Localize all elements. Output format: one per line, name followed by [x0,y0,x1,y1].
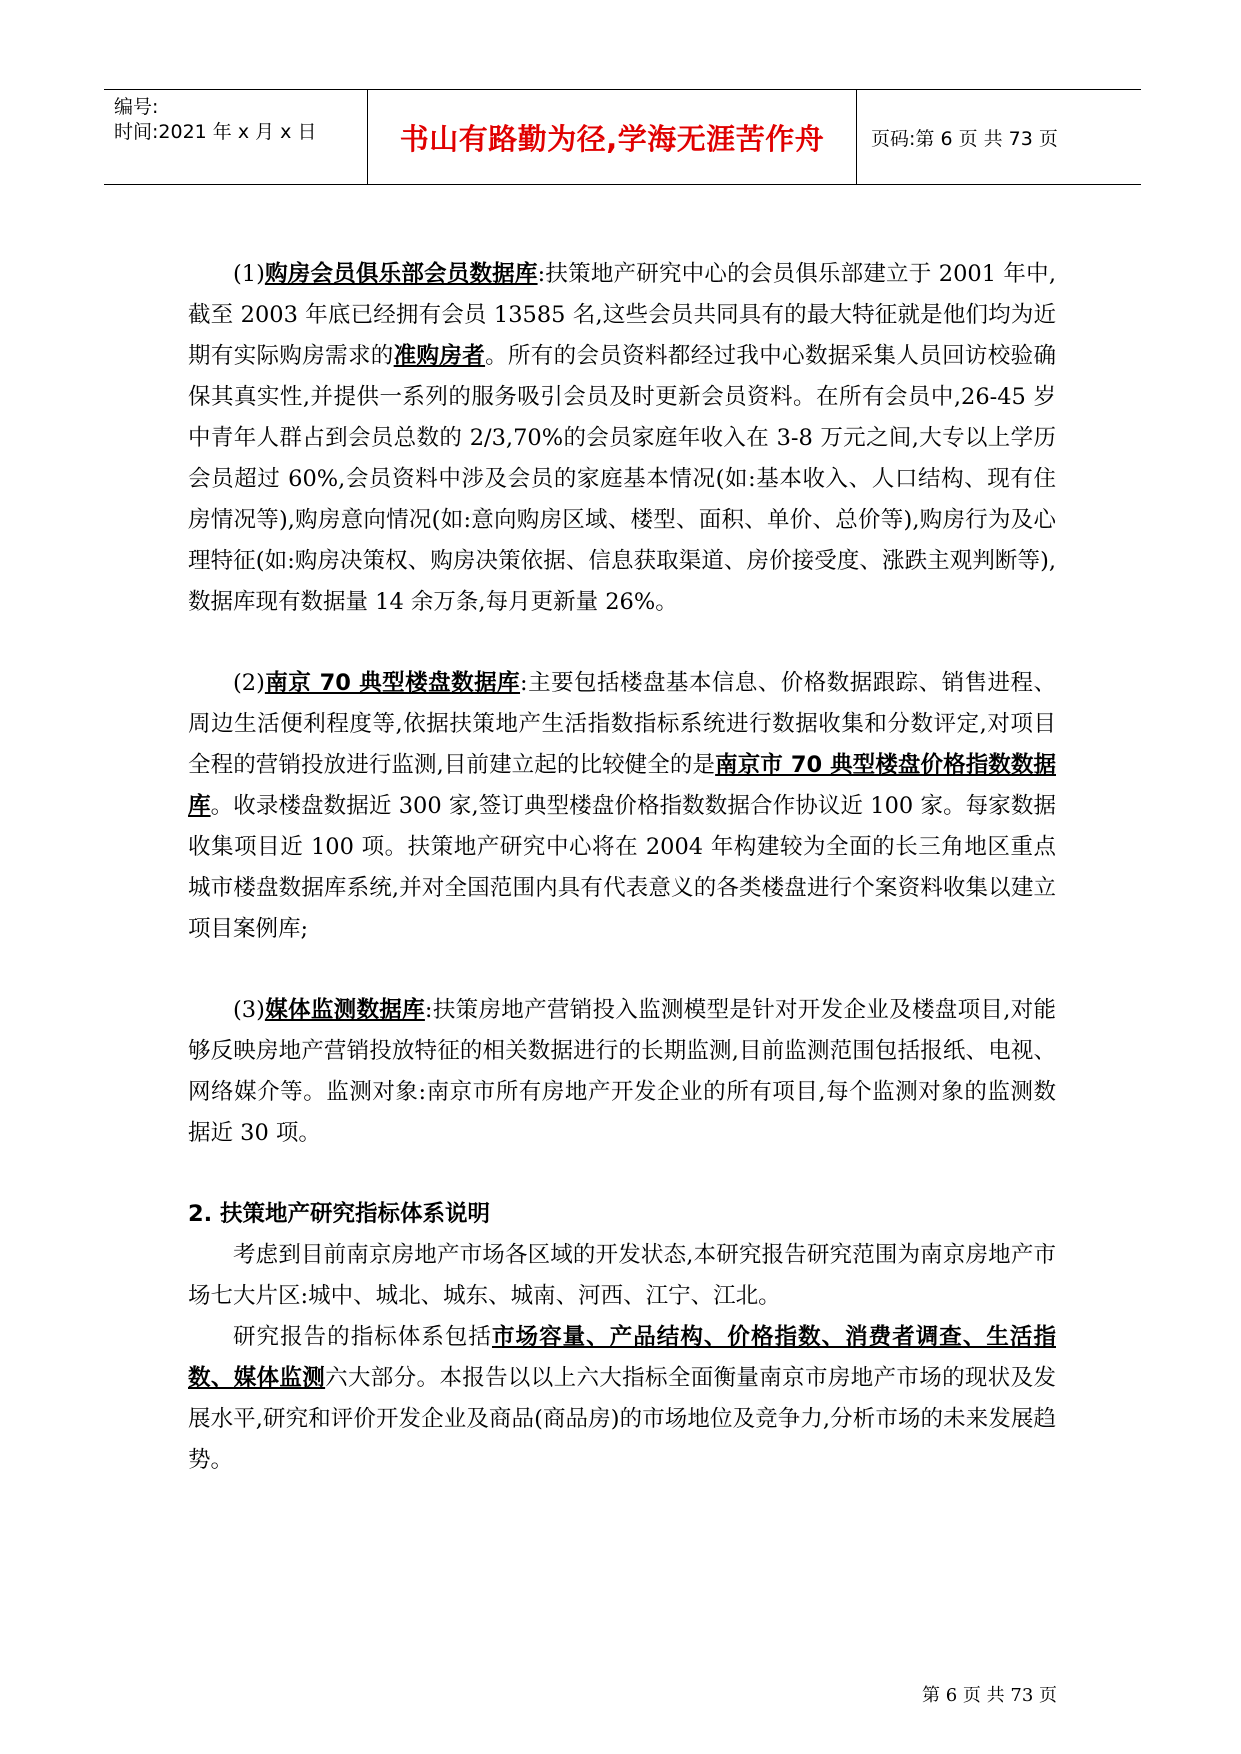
section-1-title: 购房会员俱乐部会员数据库 [264,261,538,287]
index-text: 研究报告的指标体系包括 [233,1324,492,1350]
section-1-text-cont: 。所有的会员资料都经过我中心数据采集人员回访校验确保其真实性,并提供一系列的服务吸引会员及时更新会员资料。在所有会员中,26-45 岁中青年人群占到会员总数的 2/3,70%的会员家庭年收入在 3-8 万元之间,大专以上学历会员超过 60%,会员资料中涉及会员的家庭基本情况(如:基本收入、人口结构、现有住房情况等),购房意向情况(如:意向购房区域、楼型、面积、单价、总价等),购房行为及心理特征(如:购房决策权、购房决策依据、信息获取渠道、房价接受度、涨跌主观判断等),数据库现有数据量 14 余万条,每月更新量 26%。 [188,343,1056,615]
section-2-text-cont: 。收录楼盘数据近 300 家,签订典型楼盘价格指数数据合作协议近 100 家。每家数据收集项目近 100 项。扶策地产研究中心将在 2004 年构建较为全面的长三角地区重点城市楼盘数据库系统,并对全国范围内具有代表意义的各类楼盘进行个案资料收集以建立项目案例库; [188,793,1056,942]
section-2-paragraph [188,663,1056,950]
section-1-paragraph [188,254,1056,623]
document-time-label: 时间:2021 年 x 月 x 日 [114,121,317,143]
page-header [104,89,1141,185]
section-3-text: 扶策房地产营销投入监测模型是针对开发企业及楼盘项目,对能够反映房地产营销投放特征的相关数据进行的长期监测,目前监测范围包括报纸、电视、网络媒介等。监测对象:南京市所有房地产开发企业的所有项目,每个监测对象的监测数据近 30 项。 [188,997,1056,1146]
scope-paragraph: 考虑到目前南京房地产市场各区域的开发状态,本研究报告研究范围为南京房地产市场七大片区:城中、城北、城东、城南、河西、江宁、江北。 [188,1242,1056,1309]
section-2-title: 南京 70 典型楼盘数据库 [264,670,521,696]
document-number-label: 编号: [114,96,159,118]
page-footer: 第 6 页 共 73 页 [922,1685,1057,1706]
motto-text: 书山有路勤为径,学海无涯苦作舟 [399,121,825,156]
section-1-prefix: (1) [233,261,265,287]
header-page-number: 页码:第 6 页 共 73 页 [871,127,1058,150]
document-body [188,254,1056,1481]
section-1-text: 扶策地产研究中心的会员俱乐部建立于 2001 年中,截至 2003 年底已经拥有会员 13585 名,这些会员共同具有的最大特征就是他们均为近期有实际购房需求的 [188,261,1056,369]
section-1-emphasis: 准购房者 [393,343,486,369]
section-2-prefix: (2) [233,670,265,696]
section-2-emphasis: 南京市 70 典型楼盘价格指数数据库 [188,752,1056,819]
index-text-cont: 六大部分。本报告以以上六大指标全面衡量南京市房地产市场的现状及发展水平,研究和评价开发企业及商品(商品房)的市场地位及竞争力,分析市场的未来发展趋势。 [188,1365,1056,1473]
section-3-prefix: (3) [233,997,265,1023]
section-3-paragraph [188,990,1056,1154]
section-3-sep: : [424,997,433,1023]
index-emphasis: 市场容量、产品结构、价格指数、消费者调查、生活指数、媒体监测 [188,1324,1056,1391]
header-motto-cell [368,90,857,184]
section-3-title: 媒体监测数据库 [264,997,425,1023]
header-meta-cell [104,90,368,184]
index-paragraph [188,1317,1056,1481]
section-2-sep: : [520,670,528,696]
section-1-sep: : [537,261,546,287]
header-page-cell [857,90,1141,184]
section-heading-2: 2. 扶策地产研究指标体系说明 [188,1201,491,1227]
section-2-text: 主要包括楼盘基本信息、价格数据跟踪、销售进程、周边生活便利程度等,依据扶策地产生活指数指标系统进行数据收集和分数评定,对项目全程的营销投放进行监测,目前建立起的比较健全的是 [188,670,1056,778]
